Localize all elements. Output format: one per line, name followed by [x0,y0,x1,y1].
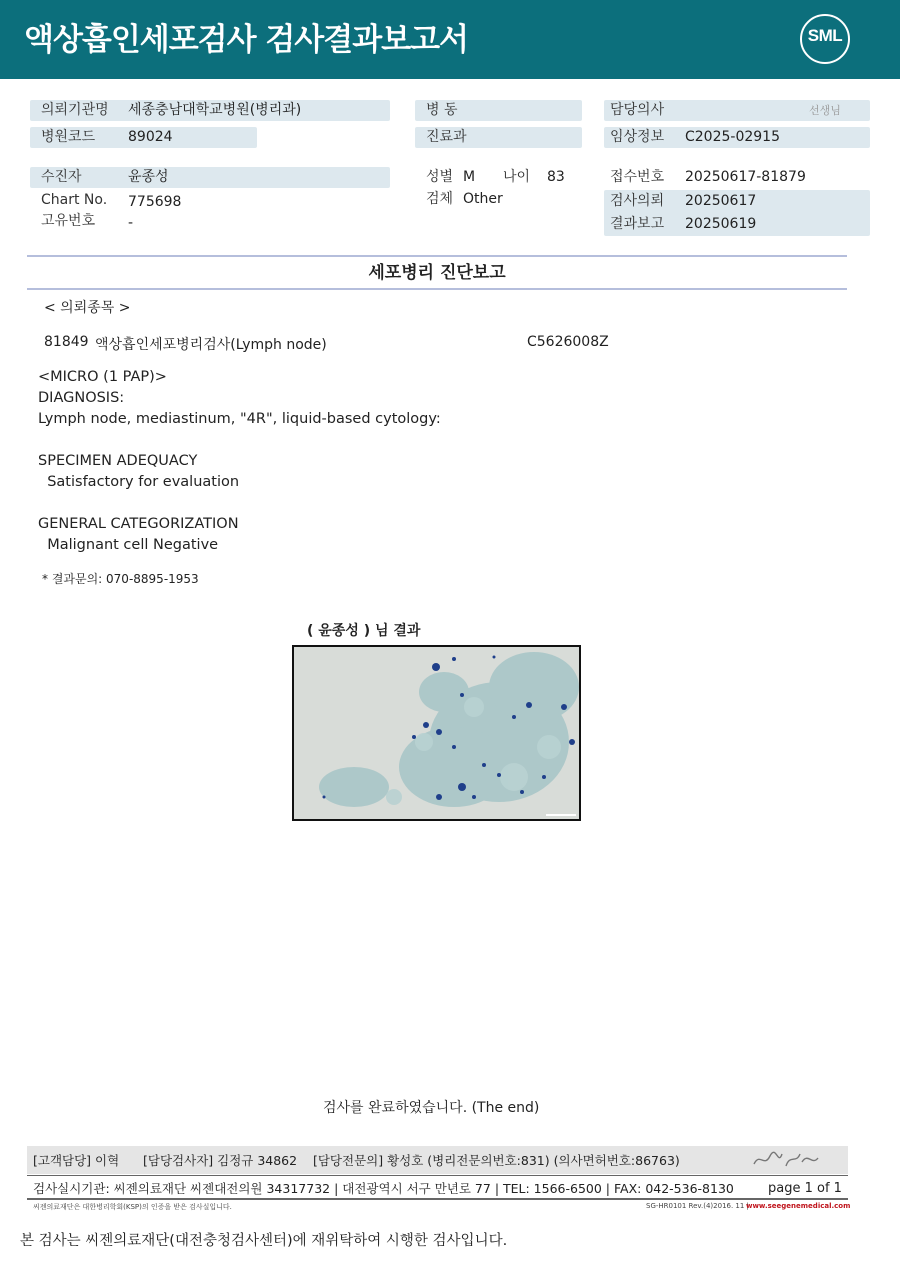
footer-certification: 씨젠의료재단은 대한병리학회(KSP)의 인증을 받은 검사실입니다. [33,1203,232,1211]
cytology-micrograph [294,647,579,819]
order-name: 액상흡인세포병리검사(Lymph node) [95,337,327,353]
footer-institution: 검사실시기관: 씨젠의료재단 씨젠대전의원 34317732 | 대전광역시 서구 만년로 77 | TEL: 1566-6500 | FAX: 042-536-8130 [33,1181,734,1196]
cytology-image [292,645,581,821]
end-text: 검사를 완료하였습니다. (The end) [323,1100,540,1116]
bottom-note: 본 검사는 씨젠의료재단(대전충청검사센터)에 재위탁하여 시행한 검사입니다. [20,1233,508,1249]
test-request-value: 20250617 [685,193,757,209]
chart-no-value: 775698 [128,194,182,210]
test-request-label: 검사의뢰 [610,193,665,209]
requester-label: 의뢰기관명 [41,102,109,118]
image-caption: ( 윤종성 ) 님 결과 [307,623,421,639]
section-title: 세포병리 진단보고 [368,263,506,283]
result-report-value: 20250619 [685,216,757,232]
footer-url: www.seegenemedical.com [746,1202,851,1210]
unique-no-value: - [128,215,134,231]
chart-no-label: Chart No. [41,192,108,208]
hospital-code-label: 병원코드 [41,129,96,145]
order-id: C5626008Z [527,334,609,350]
receipt-label: 접수번호 [610,169,665,185]
section-top-divider [27,255,847,257]
doctor-label: 담당의사 [610,102,665,118]
department-label: 진료과 [426,129,467,145]
age-label: 나이 [503,169,531,185]
footer-doc-code: SG-HR0101 Rev.(4)2016. 11 | [646,1202,749,1210]
sml-logo-text: SML [807,26,843,45]
unique-no-label: 고유번호 [41,213,96,229]
inquiry-text: * 결과문의: 070-8895-1953 [42,572,199,586]
hospital-code-value: 89024 [128,129,173,145]
patient-value: 윤종성 [128,169,169,185]
age-value: 83 [547,169,565,185]
doctor-suffix: 선생님 [809,104,841,117]
page-number: page 1 of 1 [768,1181,842,1196]
patient-label: 수진자 [41,169,82,185]
footer-divider-bottom [27,1198,848,1200]
footer-divider-top [27,1175,848,1176]
requester-value: 세종충남대학교병원(병리과) [128,102,302,118]
order-code: 81849 [44,334,89,350]
signature-icon [752,1148,822,1172]
result-report-label: 결과보고 [610,216,665,232]
specimen-label: 검체 [426,191,454,207]
report-title: 액상흡인세포검사 검사결과보고서 [24,22,468,58]
clinical-label: 임상정보 [610,129,665,145]
section-bottom-divider [27,288,847,290]
receipt-value: 20250617-81879 [685,169,806,185]
sex-label: 성별 [426,169,454,185]
order-heading: < 의뢰종목 > [44,300,131,316]
clinical-value: C2025-02915 [685,129,780,145]
diagnosis-text: <MICRO (1 PAP)> DIAGNOSIS: Lymph node, mediastinum, "4R", liquid-based cytology: SPECIMEN ADEQUACY Satisfactory for evaluation GENERAL CATEGORIZATION Malignant cell Negative [38,369,441,553]
specimen-value: Other [463,191,503,207]
sex-value: M [463,169,476,185]
patient-row [30,167,390,188]
footer-staff-text: [고객담당] 이혁 [담당검사자] 김정규 34862 [담당전문의] 황성호 (병리전문의번호:831) (의사면허번호:86763) [33,1153,680,1168]
ward-label: 병 동 [426,102,458,118]
